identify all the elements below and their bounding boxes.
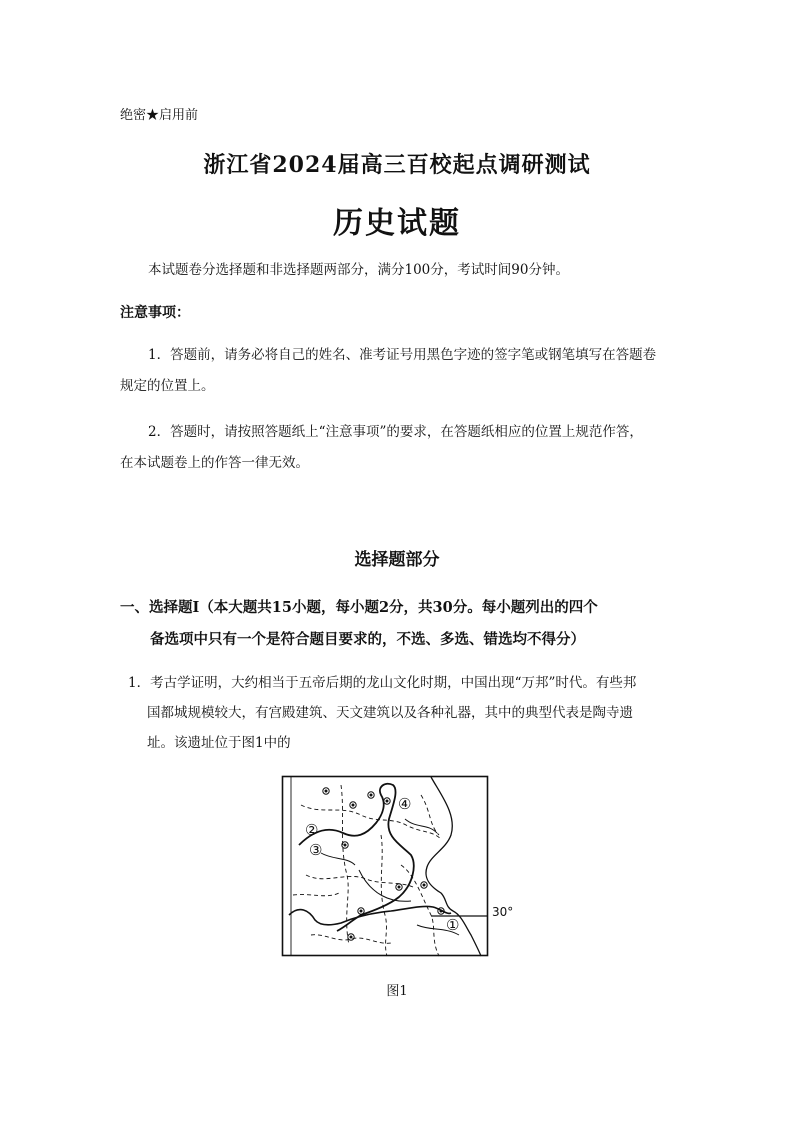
question-1	[128, 668, 688, 758]
figure-1-map	[281, 775, 493, 958]
marker-4: ④	[398, 795, 412, 813]
question-1-line-1: 1．考古学证明，大约相当于五帝后期的龙山文化时期，中国出现“万邦”时代。有些邦	[128, 675, 637, 691]
part-heading	[120, 592, 680, 656]
notice-item-2-line-2: 在本试题卷上的作答一律无效。	[120, 455, 309, 471]
latitude-label: 30°	[492, 905, 514, 919]
notice-item-2	[120, 417, 680, 479]
exam-intro: 本试题卷分选择题和非选择题两部分，满分100分，考试时间90分钟。	[148, 262, 569, 278]
notice-item-1-line-1: 1．答题前，请务必将自己的姓名、准考证号用黑色字迹的签字笔或钢笔填写在答题卷	[148, 347, 657, 363]
question-1-line-3: 址。该遗址位于图1中的	[147, 735, 291, 751]
notice-item-2-line-1: 2．答题时，请按照答题纸上“注意事项”的要求，在答题纸相应的位置上规范作答，	[148, 424, 643, 440]
notice-item-1	[120, 340, 680, 402]
figure-caption: 图1	[386, 984, 408, 999]
part-heading-line-1: 一、选择题Ⅰ（本大题共15小题，每小题2分，共30分。每小题列出的四个	[120, 599, 598, 616]
notice-heading: 注意事项：	[120, 305, 190, 321]
marker-1: ①	[446, 916, 460, 934]
confidential-mark: 绝密★启用前	[120, 108, 199, 123]
notice-item-1-line-2: 规定的位置上。	[120, 378, 215, 394]
exam-title: 浙江省2024届高三百校起点调研测试	[203, 152, 591, 178]
section-title: 选择题部分	[354, 550, 440, 570]
part-heading-line-2: 备选项中只有一个是符合题目要求的，不选、多选、错选均不得分）	[150, 631, 585, 648]
marker-3: ③	[309, 841, 323, 859]
marker-2: ②	[305, 821, 319, 839]
question-1-line-2: 国都城规模较大，有宫殿建筑、天文建筑以及各种礼器，其中的典型代表是陶寺遗	[147, 705, 633, 721]
subject-title: 历史试题	[333, 206, 461, 241]
